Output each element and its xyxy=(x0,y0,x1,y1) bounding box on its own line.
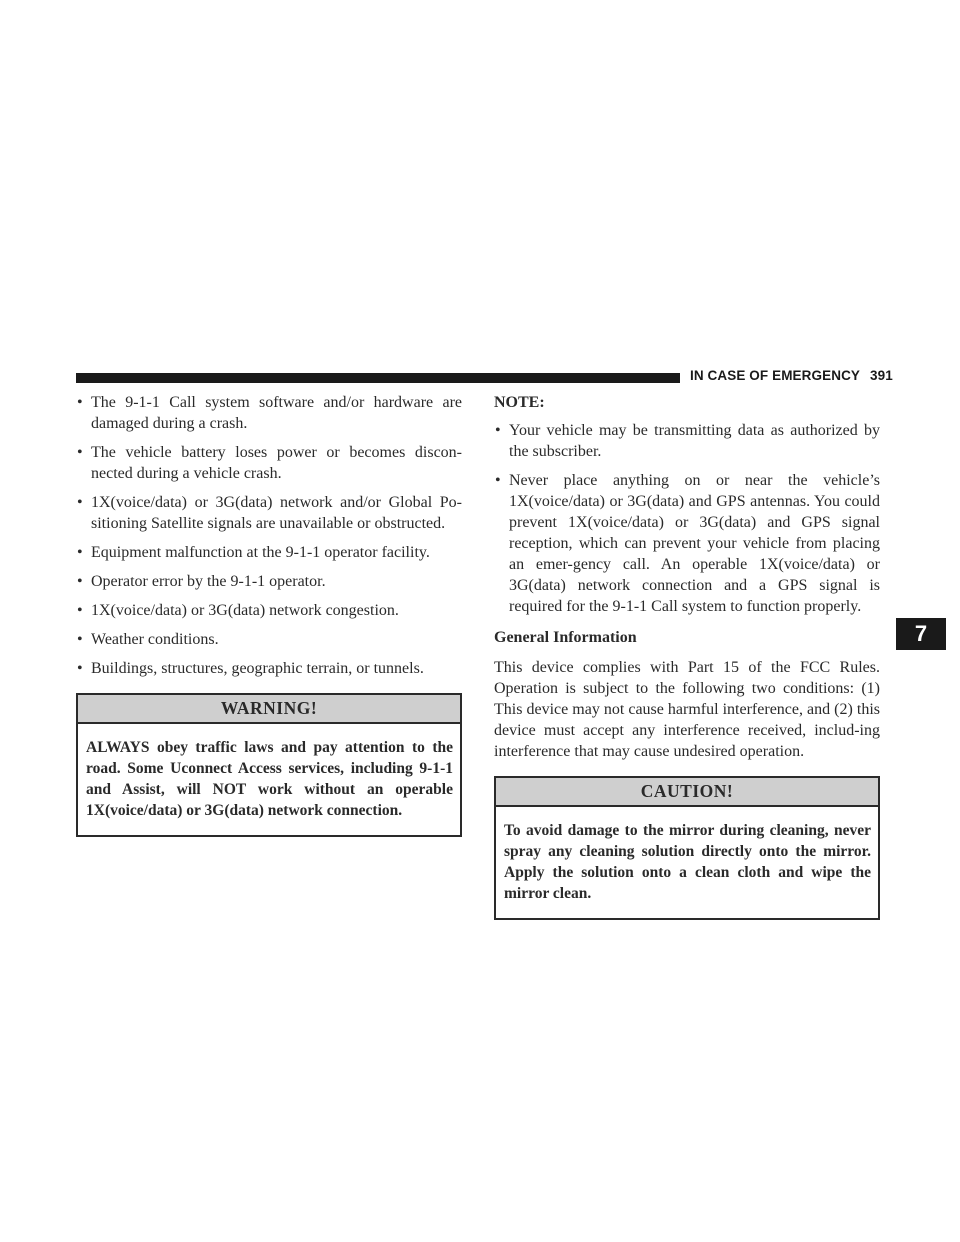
list-item: • Operator error by the 9-1-1 operator. xyxy=(76,571,462,592)
right-column xyxy=(494,392,880,920)
list-item: • 1X(voice/data) or 3G(data) network congestion. xyxy=(76,600,462,621)
warning-body: ALWAYS obey traffic laws and pay attention to the road. Some Uconnect Access services, including 9-1-1 and Assist, will NOT work without an operable 1X(voice/data) or 3G(data) network connection. xyxy=(86,739,453,819)
page-number: 391 xyxy=(870,368,893,383)
caution-body: To avoid damage to the mirror during cleaning, never spray any cleaning solution directly onto the mirror. Apply the solution onto a clean cloth and wipe the mirror clean. xyxy=(504,822,871,902)
list-item: • The 9-1-1 Call system software and/or hardware are damaged during a crash. xyxy=(76,392,462,434)
note-label: NOTE: xyxy=(494,394,545,411)
list-item: • Buildings, structures, geographic terrain, or tunnels. xyxy=(76,658,462,679)
running-header xyxy=(690,368,893,383)
header-rule xyxy=(76,373,680,383)
warning-title: WARNING! xyxy=(78,695,460,724)
caution-box xyxy=(494,776,880,920)
left-column xyxy=(76,392,462,837)
note-list xyxy=(494,420,880,617)
list-item: • Never place anything on or near the vehicle’s 1X(voice/data) or 3G(data) and GPS antennas. You could prevent 1X(voice/data) or 3G(data) and GPS signal reception, which can prevent your vehicle from placing an emer-gency call. An operable 1X(voice/data) or 3G(data) network connection and a GPS signal is required for the 9-1-1 Call system to function properly. xyxy=(494,470,880,617)
general-information-heading: General Information xyxy=(494,629,637,646)
section-title: IN CASE OF EMERGENCY xyxy=(690,368,861,383)
list-item: • Your vehicle may be transmitting data as authorized by the subscriber. xyxy=(494,420,880,462)
list-item: • The vehicle battery loses power or becomes discon-nected during a vehicle crash. xyxy=(76,442,462,484)
general-information-text: This device complies with Part 15 of the FCC Rules. Operation is subject to the following two conditions: (1) This device may not cause harmful interference, and (2) this device must accept any interference received, includ-ing interference that may cause undesired operation. xyxy=(494,659,880,760)
chapter-tab: 7 xyxy=(896,618,946,650)
list-item: • Weather conditions. xyxy=(76,629,462,650)
warning-box xyxy=(76,693,462,837)
list-item: • 1X(voice/data) or 3G(data) network and/or Global Po-sitioning Satellite signals are unavailable or obstructed. xyxy=(76,492,462,534)
failure-causes-list xyxy=(76,392,462,679)
caution-title: CAUTION! xyxy=(496,778,878,807)
list-item: • Equipment malfunction at the 9-1-1 operator facility. xyxy=(76,542,462,563)
